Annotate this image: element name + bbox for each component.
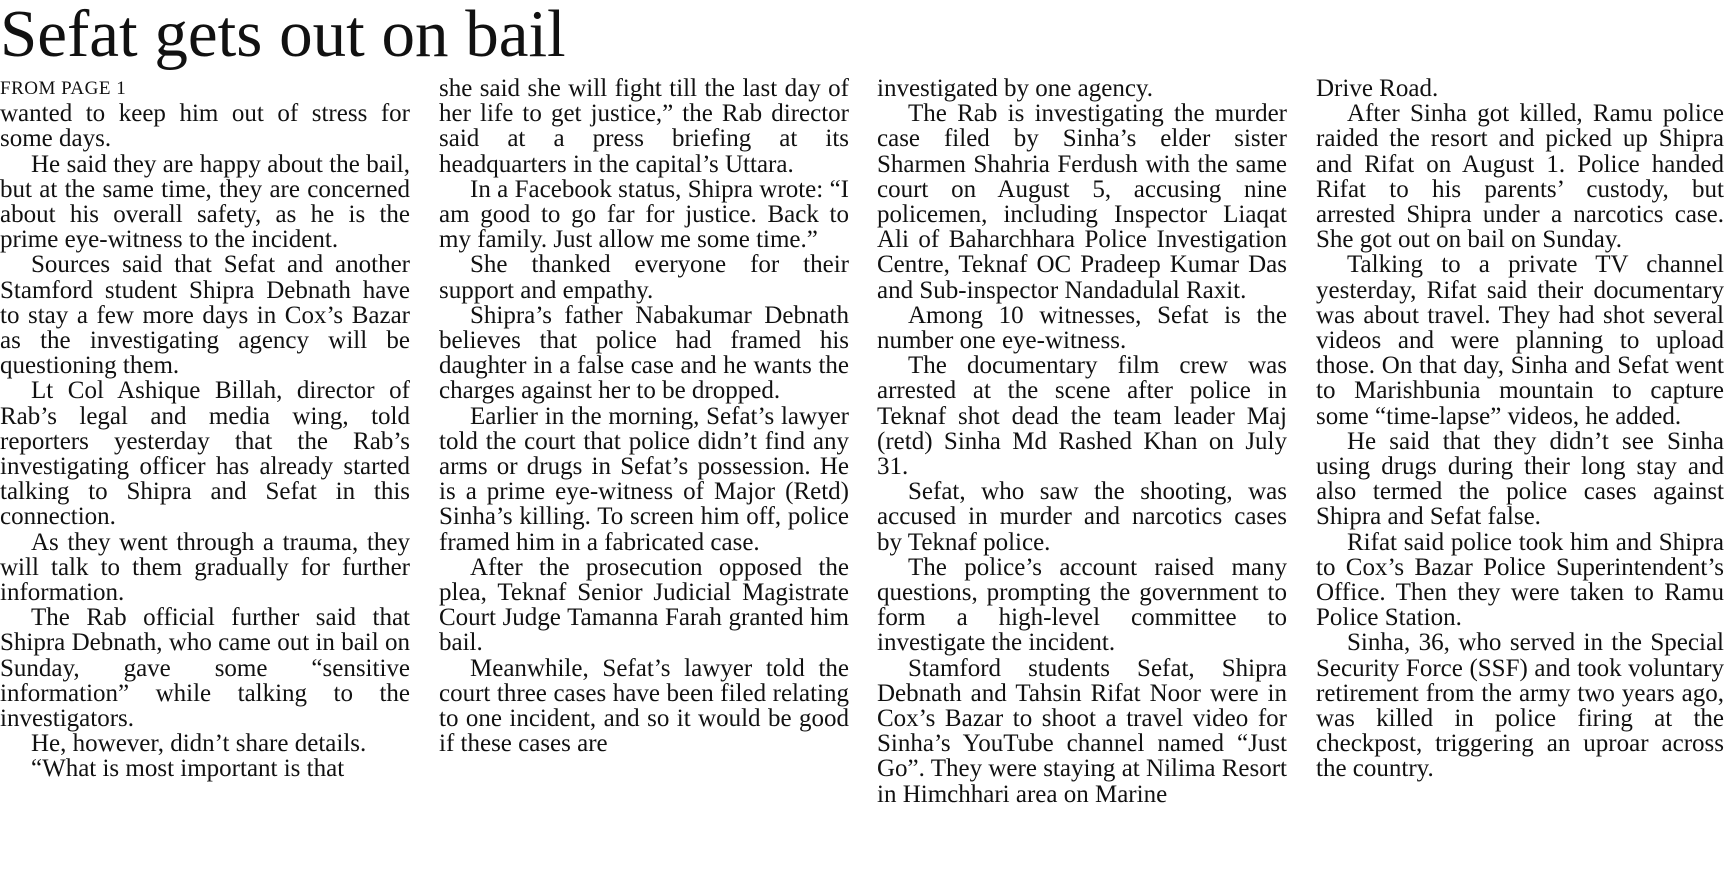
- paragraph: Shipra’s father Nabakumar Debnath believes that police had framed his daughter in a false case and he wants the charges against her to be dropped.: [439, 301, 849, 405]
- paragraph: she said she will fight till the last day of her life to get justice,” the Rab director said at a press briefing at its headquarters in the capital’s Uttara.: [439, 75, 849, 178]
- paragraph: Drive Road.: [1316, 75, 1439, 102]
- paragraph: Sources said that Sefat and another Stamford student Shipra Debnath have to stay a few more days in Cox’s Bazar as the investigating agency will be questioning them.: [0, 251, 410, 380]
- paragraph: The police’s account raised many questions, prompting the government to form a high-level committee to investigate the incident.: [877, 553, 1287, 657]
- article-column-4: [1316, 76, 1724, 782]
- paragraph: The Rab official further said that Shipra Debnath, who came out in bail on Sunday, gave some “sensitive information” while talking to the investigators.: [0, 604, 410, 733]
- paragraph: wanted to keep him out of stress for some days.: [0, 100, 410, 153]
- paragraph: The documentary film crew was arrested at the scene after police in Teknaf shot dead the team leader Maj (retd) Sinha Md Rashed Khan on July 31.: [877, 352, 1287, 481]
- paragraph: Earlier in the morning, Sefat’s lawyer told the court that police didn’t find any arms or drugs in Sefat’s possession. He is a prime eye-witness of Major (Retd) Sinha’s killing. To screen him off, police framed him in a fabricated case.: [439, 402, 849, 556]
- paragraph: Meanwhile, Sefat’s lawyer told the court three cases have been filed relating to one incident, and so it would be good if these cases are: [439, 654, 849, 758]
- paragraph: Sefat, who saw the shooting, was accused in murder and narcotics cases by Teknaf police.: [877, 478, 1287, 556]
- paragraph: Stamford students Sefat, Shipra Debnath and Tahsin Rifat Noor were in Cox’s Bazar to shoot a travel video for Sinha’s YouTube channel named “Just Go”. They were staying at Nilima Resort in Himchhari area on Marine: [877, 654, 1287, 808]
- paragraph: “What is most important is that: [31, 755, 345, 783]
- article-column-3: [877, 76, 1287, 807]
- paragraph: As they went through a trauma, they will talk to them gradually for further information.: [0, 528, 410, 607]
- paragraph: Talking to a private TV channel yesterday, Rifat said their documentary was about travel. They had shot several videos and were planning to upload those. On that day, Sinha and Sefat went to Marishbunia mountain to capture some “time-lapse” videos, he added.: [1316, 251, 1724, 430]
- paragraph: He, however, didn’t share details.: [31, 730, 367, 758]
- paragraph: In a Facebook status, Shipra wrote: “I am good to go far for justice. Back to my family. Just allow me some time.”: [439, 175, 849, 254]
- paragraph: He said that they didn’t see Sinha using drugs during their long stay and also termed the police cases against Shipra and Sefat false.: [1316, 427, 1724, 531]
- paragraph: After Sinha got killed, Ramu police raided the resort and picked up Shipra and Rifat on August 1. Police handed Rifat to his parents’ custody, but arrested Shipra under a narcotics case. She got out on bail on Sunday.: [1316, 100, 1724, 254]
- paragraph: Rifat said police took him and Shipra to Cox’s Bazar Police Superintendent’s Office. Then they were taken to Ramu Police Station.: [1316, 528, 1724, 632]
- paragraph: After the prosecution opposed the plea, Teknaf Senior Judicial Magistrate Court Judge Tamanna Farah granted him bail.: [439, 553, 849, 657]
- paragraph: Lt Col Ashique Billah, director of Rab’s legal and media wing, told reporters yesterday that the Rab’s investigating officer has already started talking to Shipra and Sefat in this connection.: [0, 377, 410, 531]
- continued-from-label: FROM PAGE 1: [0, 78, 127, 99]
- paragraph: He said they are happy about the bail, but at the same time, they are concerned about his overall safety, as he is the prime eye-witness to the incident.: [0, 150, 410, 254]
- paragraph: Among 10 witnesses, Sefat is the number one eye-witness.: [877, 301, 1287, 355]
- article-column-2: [439, 76, 849, 756]
- headline: Sefat gets out on bail: [0, 0, 566, 71]
- paragraph: She thanked everyone for their support and empathy.: [439, 251, 849, 304]
- article-column-1: [0, 76, 410, 782]
- paragraph: Sinha, 36, who served in the Special Security Force (SSF) and took voluntary retirement from the army two years ago, was killed in police firing at the checkpost, triggering an uproar across the country.: [1316, 629, 1724, 783]
- paragraph: investigated by one agency.: [877, 75, 1154, 102]
- paragraph: The Rab is investigating the murder case filed by Sinha’s elder sister Sharmen Shahria Ferdush with the same court on August 5, accusing nine policemen, including Inspector Liaqat Ali of Baharchhara Police Investigation Centre, Teknaf OC Pradeep Kumar Das and Sub-inspector Nandadulal Raxit.: [877, 100, 1287, 304]
